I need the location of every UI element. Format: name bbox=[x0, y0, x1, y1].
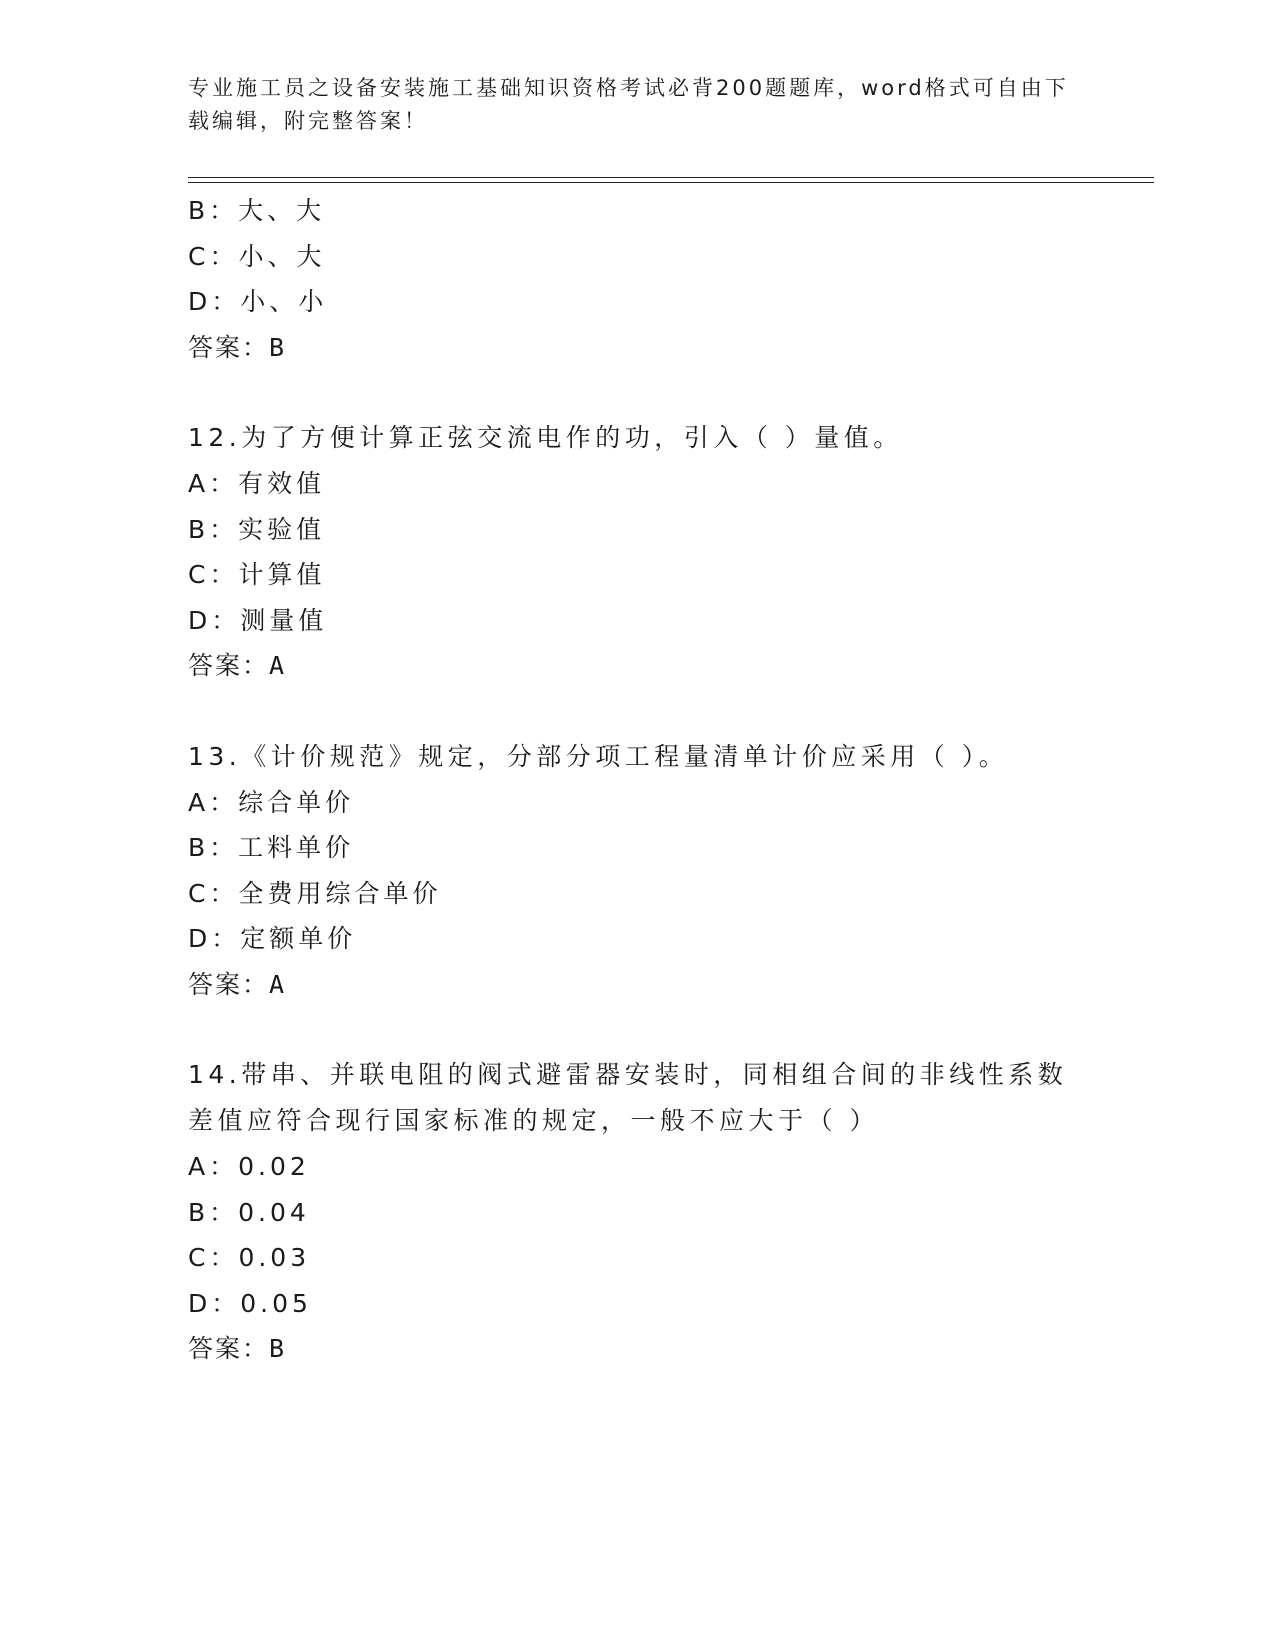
page-header-title: 专业施工员之设备安装施工基础知识资格考试必背200题题库，word格式可自由下载编辑，附完整答案！ bbox=[188, 76, 1069, 133]
option-b: B：0.04 bbox=[188, 1197, 310, 1227]
question-text: 12.为了方便计算正弦交流电作的功，引入（ ）量值。 bbox=[188, 423, 903, 452]
option-c: C：计算值 bbox=[188, 560, 326, 589]
answer-line: 答案：A bbox=[188, 651, 287, 680]
option-b: B：实验值 bbox=[188, 514, 326, 544]
question-14 bbox=[188, 1052, 1148, 1372]
question-13 bbox=[188, 734, 1148, 1008]
question-text: 13.《计价规范》规定，分部分项工程量清单计价应采用（ ）。 bbox=[188, 741, 1009, 771]
option-d: D：小、小 bbox=[188, 287, 328, 316]
option-d: D：定额单价 bbox=[188, 924, 357, 953]
answer-line: 答案：B bbox=[188, 1334, 287, 1363]
option-c: C：0.03 bbox=[188, 1243, 311, 1272]
question-text: 14.带串、并联电阻的阀式避雷器安装时，同相组合间的非线性系数差值应符合现行国家标准的规定，一般不应大于（ ） bbox=[188, 1060, 1068, 1135]
option-a: A：有效值 bbox=[188, 469, 326, 498]
header-divider-top bbox=[188, 177, 1154, 178]
question-12 bbox=[188, 415, 1148, 689]
option-d: D：0.05 bbox=[188, 1288, 312, 1318]
option-a: A：综合单价 bbox=[188, 787, 355, 817]
option-b: B：工料单价 bbox=[188, 833, 355, 862]
option-d: D：测量值 bbox=[188, 605, 328, 635]
option-b: B：大、大 bbox=[188, 196, 326, 225]
option-c: C：小、大 bbox=[188, 241, 326, 271]
answer-line: 答案：B bbox=[188, 332, 287, 362]
option-a: A：0.02 bbox=[188, 1152, 310, 1181]
answer-line: 答案：A bbox=[188, 969, 287, 999]
option-c: C：全费用综合单价 bbox=[188, 878, 442, 908]
header-divider-bottom bbox=[188, 182, 1154, 183]
question-list bbox=[188, 188, 1148, 1372]
question-11-continuation bbox=[188, 188, 1148, 370]
